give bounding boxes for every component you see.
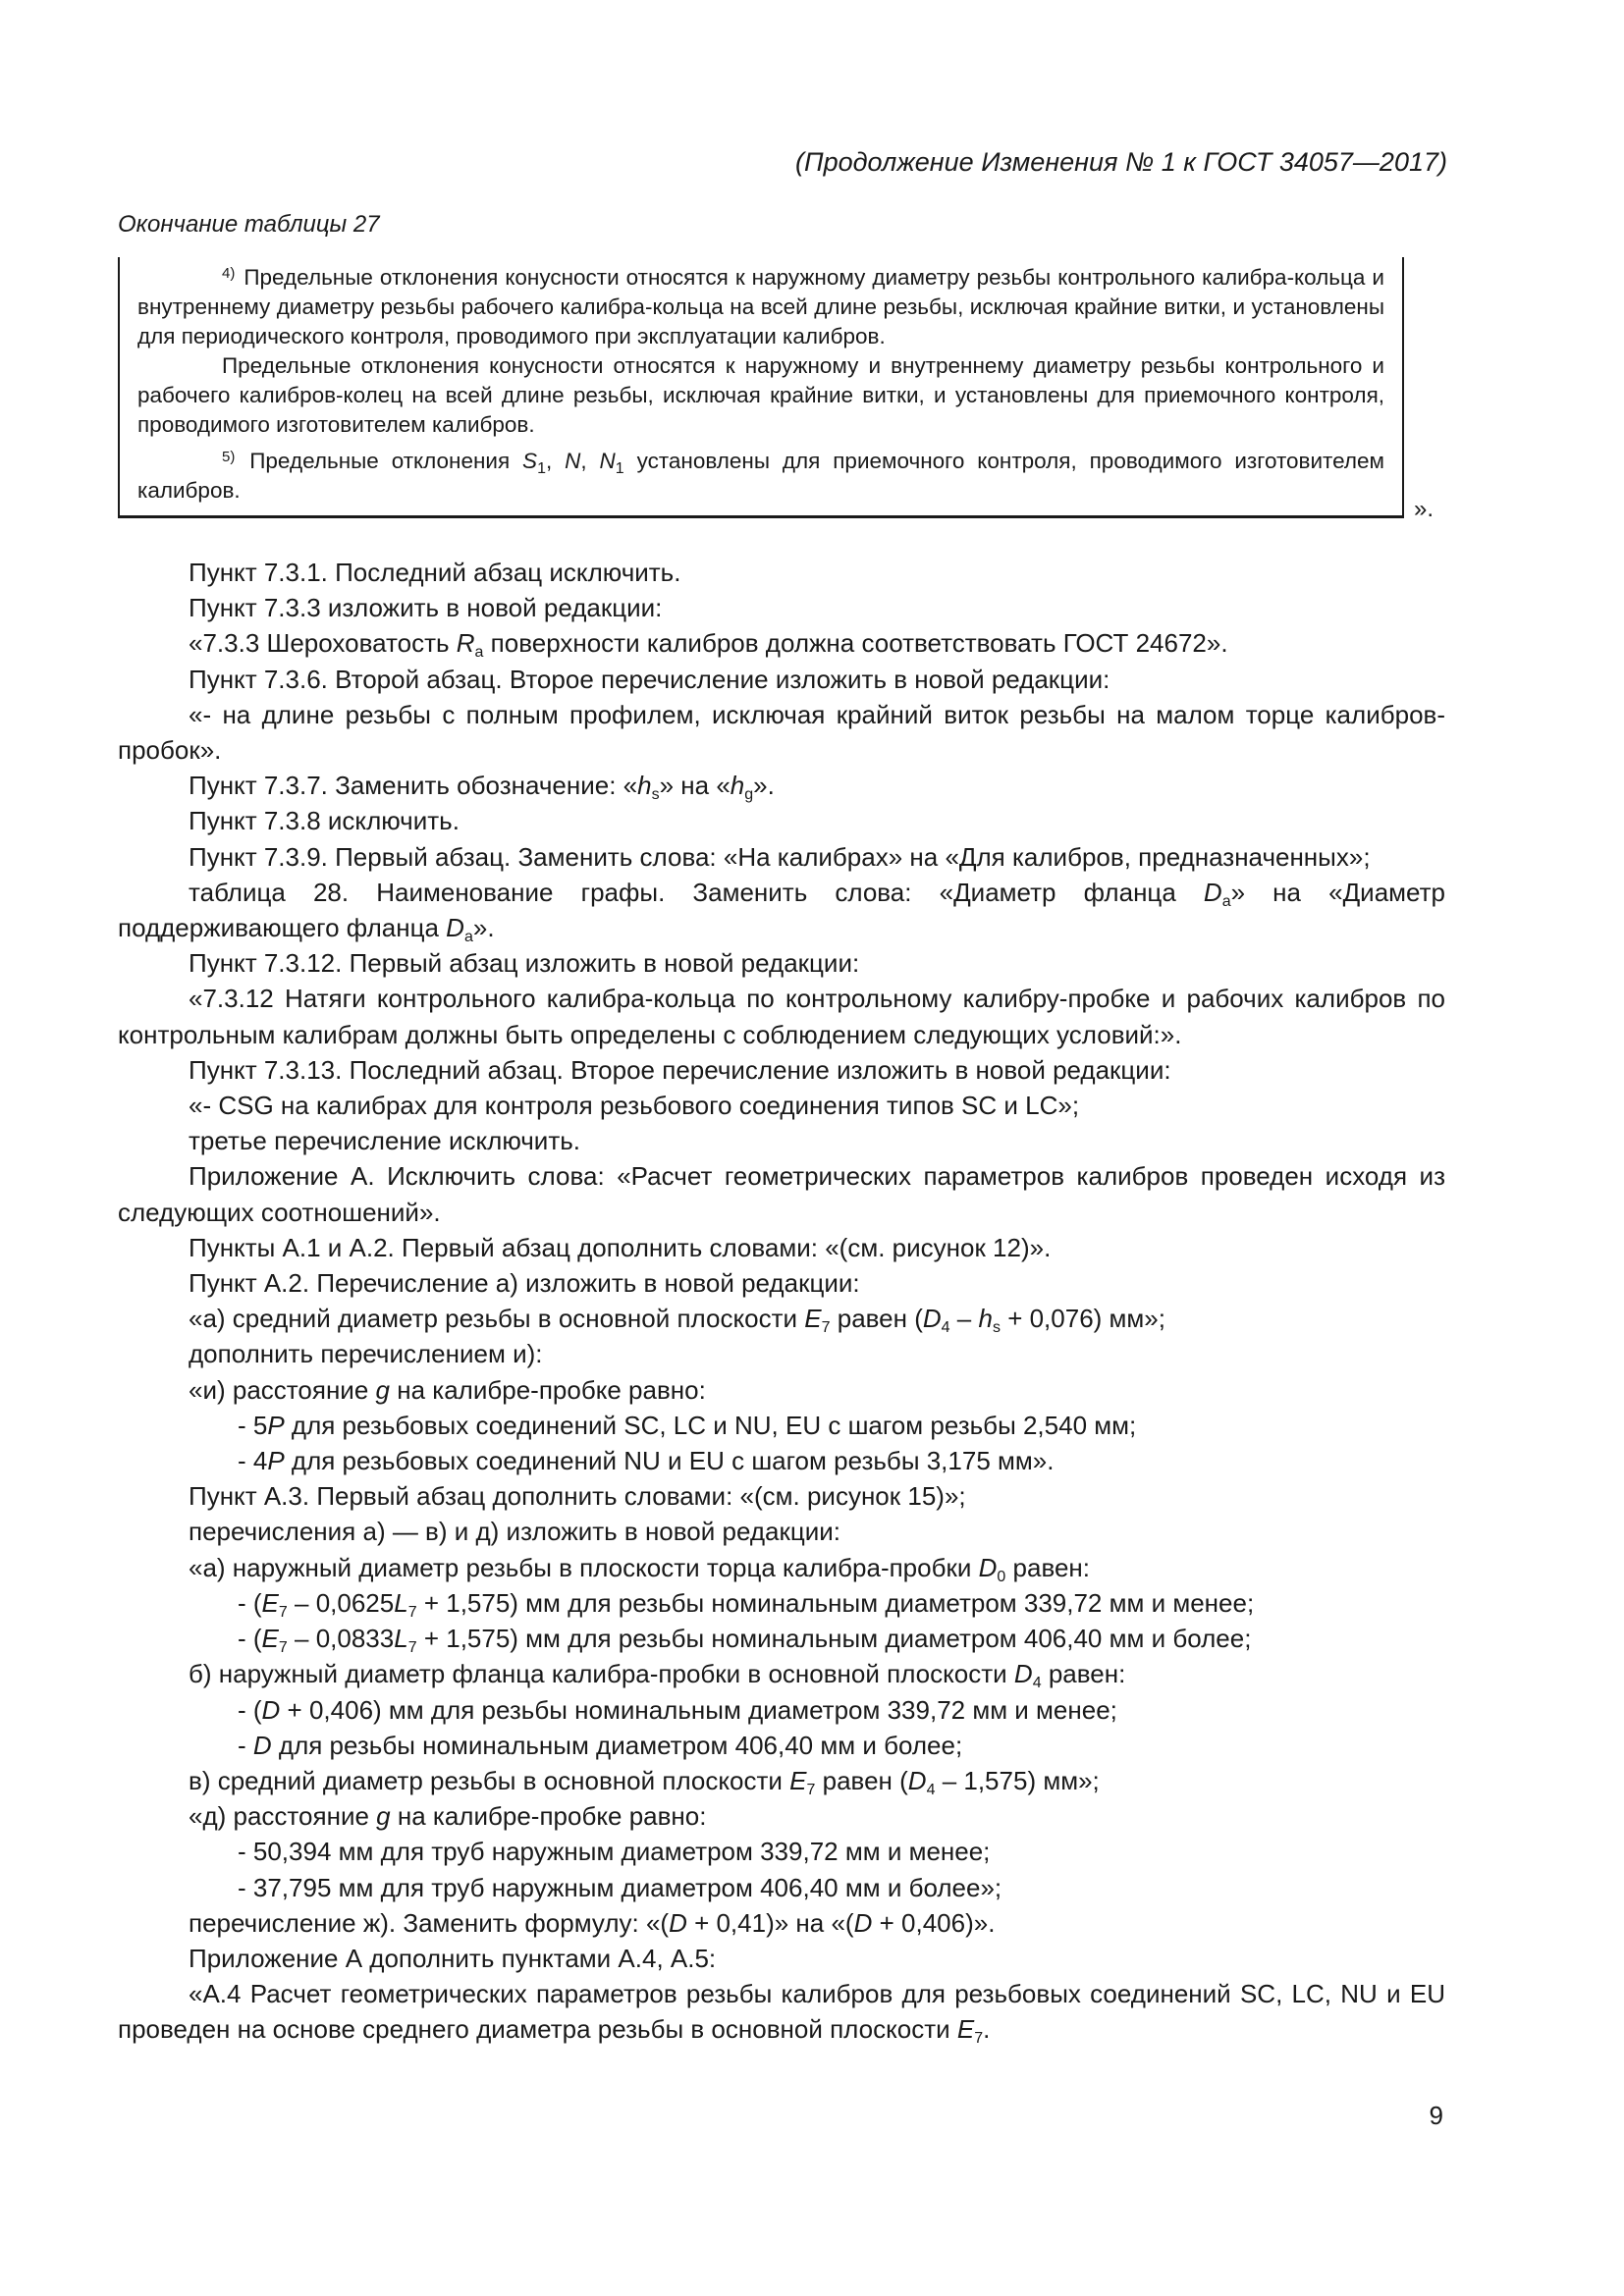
symbol-N1: N [599,449,616,473]
paragraph: Пункт 7.3.13. Последний абзац. Второе перечисление изложить в новой редакции: [189,1054,1171,1085]
text: - ( [238,1694,262,1725]
text: ». [753,771,775,801]
list-item [118,1408,1445,1443]
text: равен ( [830,1304,923,1334]
symbol-S: S [522,449,538,473]
symbol: h [978,1304,993,1334]
subscript: a [463,929,473,946]
paragraph [118,875,1445,945]
text: таблица 28. Наименование графы. Заменить слова: «Диаметр фланца [189,877,1204,907]
table-footnotes [118,257,1404,518]
text: – 0,0625 [287,1587,395,1618]
subscript: a [474,644,484,662]
footnote-5 [137,447,1384,506]
symbol: P [267,1410,285,1440]
subscript: 7 [278,1639,288,1657]
text: «7.3.3 Шероховатость [189,628,457,659]
text: – [949,1304,979,1334]
paragraph [118,1372,1445,1408]
paragraph [118,1301,1445,1336]
document-body [118,555,1445,2048]
text: » на «Диаметр поддерживающего фланца [118,877,1446,943]
list-item [118,1621,1445,1656]
text: » на « [659,771,731,801]
text: + 1,575) мм для резьбы номинальным диаметром 339,72 мм и менее; [416,1587,1255,1618]
text: - ( [238,1624,262,1654]
paragraph: Приложение А дополнить пунктами А.4, А.5: [189,1943,717,1973]
paragraph [118,1656,1445,1691]
symbol: L [394,1587,408,1618]
subscript: 7 [407,1639,417,1657]
text: - ( [238,1587,262,1618]
text: «д) расстояние [189,1801,377,1832]
text: для резьбовых соединений SC, LC и NU, EU с шагом резьбы 2,540 мм; [284,1410,1137,1440]
subscript: 7 [407,1603,417,1621]
footnote-5-text-a: Предельные отклонения [249,449,511,473]
text: + 0,076) мм»; [1000,1304,1165,1334]
list-item [118,1692,1445,1728]
subscript: 4 [1032,1675,1042,1692]
text: «и) расстояние [189,1374,376,1405]
text: равен ( [815,1765,908,1795]
text: поверхности калибров должна соответствовать ГОСТ 24672». [483,628,1228,659]
text: - 5 [238,1410,268,1440]
paragraph: «- на длине резьбы с полным профилем, исключая крайний виток резьбы на малом торце калибров-пробок». [118,699,1445,766]
subscript: g [744,786,754,804]
text: б) наружный диаметр фланца калибра-пробки в основной плоскости [189,1659,1014,1689]
page-number: 9 [1429,2101,1443,2130]
symbol: D [1013,1659,1033,1689]
subscript: 0 [997,1568,1006,1585]
symbol: g [376,1801,391,1832]
paragraph [118,625,1445,661]
separator: , [545,449,566,473]
symbol: E [804,1304,822,1334]
text: + 0,406) мм для резьбы номинальным диаметром 339,72 мм и менее; [280,1694,1117,1725]
symbol: P [267,1446,285,1476]
paragraph: перечисления а) — в) и д) изложить в новой редакции: [189,1517,841,1547]
symbol: D [978,1552,998,1582]
footnote-4-text-a: Предельные отклонения конусности относятся к наружному диаметру резьбы контрольного калибра-кольца и внутреннему диаметру резьбы рабочего калибра-кольца на всей длине резьбы, исключая крайние витки, и установлены для периодического контроля, проводимого при эксплуатации калибров. [137,265,1384,348]
symbol: D [853,1907,873,1938]
paragraph: Пункт 7.3.3 изложить в новой редакции: [189,593,663,623]
symbol: E [261,1624,279,1654]
symbol: g [375,1374,390,1405]
paragraph: Пункт А.3. Первый абзац дополнить словами: «(см. рисунок 15)»; [189,1481,966,1512]
list-item [118,1585,1445,1621]
text: - 4 [238,1446,268,1476]
text: + 0,41)» на «( [686,1907,854,1938]
subscript: 4 [941,1319,950,1337]
paragraph [118,1550,1445,1585]
symbol: D [261,1694,281,1725]
symbol: E [261,1587,279,1618]
text: «а) средний диаметр резьбы в основной плоскости [189,1304,805,1334]
text: – 0,0833 [287,1624,395,1654]
paragraph: Приложение А. Исключить слова: «Расчет геометрических параметров калибров проведен исходя из следующих соотношений». [118,1161,1445,1227]
paragraph [118,1763,1445,1798]
text: на калибре-пробке равно: [390,1801,707,1832]
running-header: (Продолжение Изменения № 1 к ГОСТ 34057—2017) [795,147,1447,177]
paragraph [118,1798,1445,1834]
paragraph: дополнить перечислением и): [189,1339,543,1369]
list-item [118,1443,1445,1478]
table-caption: Окончание таблицы 27 [118,211,380,238]
text: для резьбовых соединений NU и EU с шагом резьбы 3,175 мм». [284,1446,1055,1476]
paragraph: «- CSG на калибрах для контроля резьбового соединения типов SC и LC»; [189,1091,1080,1121]
subscript: 7 [821,1319,831,1337]
symbol: h [637,771,652,801]
subscript: 7 [278,1603,288,1621]
separator: , [580,449,600,473]
text: для резьбы номинальным диаметром 406,40 мм и более; [271,1730,963,1760]
paragraph: Пункт 7.3.12. Первый абзац изложить в новой редакции: [189,948,860,979]
subscript: 4 [926,1781,936,1798]
subscript: a [1221,892,1231,910]
symbol: R [456,628,475,659]
symbol-S-sub: 1 [537,460,546,477]
footnote-5-marker: 5) [222,449,236,465]
paragraph [118,1905,1445,1941]
list-item [118,1728,1445,1763]
symbol: D [669,1907,687,1938]
symbol: D [252,1730,272,1760]
text: «А.4 Расчет геометрических параметров резьбы калибров для резьбовых соединений SC, LC, NU и EU проведен на основе среднего диаметра резьбы в основной плоскости [118,1979,1445,2045]
symbol: E [789,1765,807,1795]
paragraph: Пункт 7.3.6. Второй абзац. Второе перечисление изложить в новой редакции: [189,664,1110,694]
paragraph: Пункты А.1 и А.2. Первый абзац дополнить словами: «(см. рисунок 12)». [189,1232,1052,1262]
text: . [983,2014,991,2045]
list-item: - 50,394 мм для труб наружным диаметром 339,72 мм и менее; [238,1837,991,1867]
text: + 1,575) мм для резьбы номинальным диаметром 406,40 мм и более; [416,1624,1252,1654]
symbol: h [730,771,745,801]
paragraph [118,768,1445,803]
text: – 1,575) мм»; [935,1765,1100,1795]
paragraph: Пункт 7.3.9. Первый абзац. Заменить слова: «На калибрах» на «Для калибров, предназначенных»; [189,841,1371,872]
subscript: s [992,1319,1001,1337]
symbol: D [1203,877,1222,907]
subscript: 7 [974,2030,984,2048]
text: перечисление ж). Заменить формулу: «( [189,1907,670,1938]
paragraph: третье перечисление исключить. [189,1126,581,1156]
text: в) средний диаметр резьбы в основной плоскости [189,1765,790,1795]
paragraph: Пункт 7.3.8 исключить. [189,806,460,836]
paragraph: «7.3.12 Натяги контрольного калибра-кольца по контрольному калибру-пробке и рабочих калибров по контрольным калибрам должны быть определены с соблюдением следующих условий:». [118,984,1445,1049]
symbol: D [907,1765,927,1795]
closing-quote: ». [1414,496,1435,522]
symbol: D [922,1304,942,1334]
symbol: D [446,913,464,943]
footnote-4-paragraph-1 [137,263,1384,351]
subscript: 7 [806,1781,816,1798]
text: - [238,1730,253,1760]
subscript: s [651,786,660,804]
symbol: E [956,2014,975,2045]
paragraph: Пункт А.2. Перечисление а) изложить в новой редакции: [189,1268,860,1299]
symbol: L [394,1624,408,1654]
paragraph [118,1976,1445,2047]
text: на калибре-пробке равно: [389,1374,706,1405]
text: равен: [1041,1659,1126,1689]
symbol-N1-sub: 1 [615,460,624,477]
footnote-4-marker: 4) [222,265,236,282]
text: ». [472,913,495,943]
symbol-N: N [565,449,581,473]
paragraph: Пункт 7.3.1. Последний абзац исключить. [189,558,681,587]
footnote-4-paragraph-2: Предельные отклонения конусности относятся к наружному и внутреннему диаметру резьбы контрольного и рабочего калибров-колец на всей длине резьбы, исключая крайние витки, и установлены для приемочного контроля, проводимого изготовителем калибров. [137,353,1384,437]
text: Пункт 7.3.7. Заменить обозначение: « [189,771,638,801]
text: равен: [1005,1552,1091,1582]
list-item: - 37,795 мм для труб наружным диаметром 406,40 мм и более»; [238,1872,1002,1902]
text: + 0,406)». [872,1907,996,1938]
text: «а) наружный диаметр резьбы в плоскости торца калибра-пробки [189,1552,979,1582]
footnote-5-text-b: установлены для приемочного контроля, проводимого изготовителем калибров. [137,449,1384,503]
